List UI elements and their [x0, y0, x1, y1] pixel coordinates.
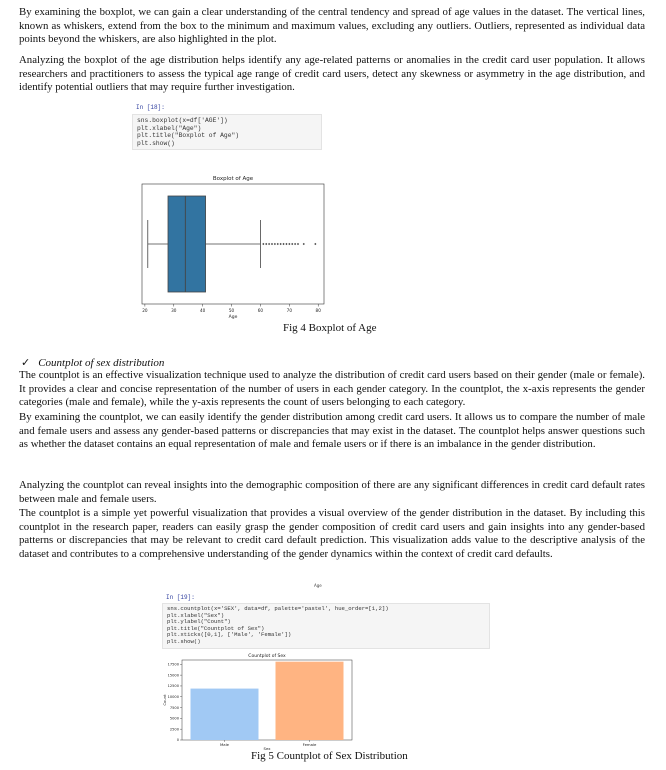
- outlier-point-6: [280, 243, 282, 245]
- code-cell-19: sns.countplot(x='SEX', data=df, palette='pastel', hue_order=[1,2]) plt.xlabel("Sex") plt.ylabel("Count") plt.title("Countplot of Sex") plt.xticks([0,1], ['Male', 'Female']) plt.show(): [162, 603, 490, 649]
- chart-title: Boxplot of Age: [212, 176, 254, 182]
- x-tick-label-70: 70: [286, 308, 293, 313]
- y-tick-label-2500: 2500: [169, 727, 179, 732]
- x-tick-label-50: 50: [228, 308, 235, 313]
- section-bullet: [21, 356, 164, 369]
- y-tick-label-0: 0: [176, 738, 179, 743]
- x-tick-label-30: 30: [171, 308, 177, 313]
- x-axis-label: Sex: [263, 746, 271, 750]
- outlier-point-14: [314, 243, 316, 245]
- outlier-point-11: [294, 243, 296, 245]
- paragraph-boxplot-intro: By examining the boxplot, we can gain a clear understanding of the central tendency and spread of age values in the dataset. The vertical lines, known as whiskers, extend from the box to the minimum and maximum values, excluding any outliers. Outliers, represented as individual data points beyond the whiskers, are also highlighted in the plot.: [19, 6, 645, 46]
- boxplot-of-age-chart: [130, 170, 330, 320]
- y-tick-label-5000: 5000: [169, 716, 179, 721]
- x-tick-label-40: 40: [199, 308, 206, 313]
- outlier-point-4: [274, 243, 276, 245]
- outlier-point-9: [288, 243, 290, 245]
- fig5-caption: Fig 5 Countplot of Sex Distribution: [251, 750, 408, 762]
- cell-18-label: In [18]:: [136, 104, 165, 111]
- x-tick-label-male: Male: [220, 742, 229, 747]
- outlier-point-12: [297, 243, 299, 245]
- outlier-point-5: [277, 243, 279, 245]
- code-cell-18: sns.boxplot(x=df['AGE']) plt.xlabel("Age") plt.title("Boxplot of Age") plt.show(): [132, 114, 322, 150]
- chart-title: Countplot of Sex: [248, 654, 286, 659]
- checkmark-icon: ✓: [21, 357, 31, 369]
- y-tick-label-10000: 10000: [167, 694, 179, 699]
- paragraph-countplot-intro: The countplot is an effective visualization technique used to analyze the distribution of credit card users based on their gender (male or female). It provides a clear and concise representation of the number of users in each gender category. In the countplot, the x-axis represents the gender categories (male and female), while the y-axis represents the count of users belonging to each category.: [19, 369, 645, 409]
- paragraph-boxplot-analysis: Analyzing the boxplot of the age distribution helps identify any age-related patterns or anomalies in the credit card user population. It allows researchers and practitioners to assess the typical age range of credit card users, detect any skewness or asymmetry in the age distribution, and identify potential outliers that may require further investigation.: [19, 54, 645, 94]
- y-tick-label-12500: 12500: [167, 684, 179, 689]
- y-axis-label: Count: [162, 694, 167, 706]
- fig4-caption: Fig 4 Boxplot of Age: [283, 322, 377, 334]
- outlier-point-0: [262, 243, 264, 245]
- outlier-point-13: [303, 243, 305, 245]
- x-tick-label-20: 20: [142, 308, 148, 313]
- paragraph-countplot-examining: By examining the countplot, we can easily identify the gender distribution among credit card users. It allows us to compare the number of male and female users and assess any gender-based patterns or discrepancies that may exist in the dataset. The countplot helps answer questions such as whether the dataset contains an equal representation of male and female users or if there is an imbalance in the gender distribution.: [19, 411, 645, 451]
- outlier-point-3: [271, 243, 273, 245]
- bullet-heading: Countplot of sex distribution: [38, 357, 165, 369]
- y-tick-label-7500: 7500: [169, 705, 179, 710]
- paragraph-countplot-summary: The countplot is a simple yet powerful visualization that provides a visual overview of the gender distribution in the dataset. By including this countplot in the research paper, readers can easily grasp the gender composition of credit card users and gain insights into any gender-based patterns or discrepancies that may be relevant to credit card default prediction. This visualization adds value to the descriptive analysis of the dataset and contributes to a comprehensive understanding of the gender dynamics within the context of credit card defaults.: [19, 507, 645, 560]
- x-axis-label: Age: [228, 315, 238, 320]
- bar-female: [276, 662, 344, 740]
- outlier-point-2: [268, 243, 270, 245]
- x-tick-label-60: 60: [257, 308, 264, 313]
- x-tick-label-80: 80: [315, 308, 321, 313]
- y-tick-label-15000: 15000: [167, 673, 179, 678]
- outlier-point-8: [285, 243, 287, 245]
- iqr-box: [168, 196, 206, 292]
- outlier-point-7: [282, 243, 284, 245]
- cell-19-label: In [19]:: [166, 594, 195, 601]
- outlier-point-1: [265, 243, 267, 245]
- y-tick-label-17500: 17500: [167, 662, 179, 667]
- paragraph-countplot-insights: Analyzing the countplot can reveal insights into the demographic composition of there are any significant differences in credit card default rates between male and female users.: [19, 479, 645, 505]
- x-tick-label-female: Female: [302, 742, 317, 747]
- stray-axis-label: Age: [314, 583, 322, 588]
- outlier-point-10: [291, 243, 293, 245]
- countplot-of-sex-chart: [160, 650, 360, 750]
- bar-male: [191, 689, 259, 740]
